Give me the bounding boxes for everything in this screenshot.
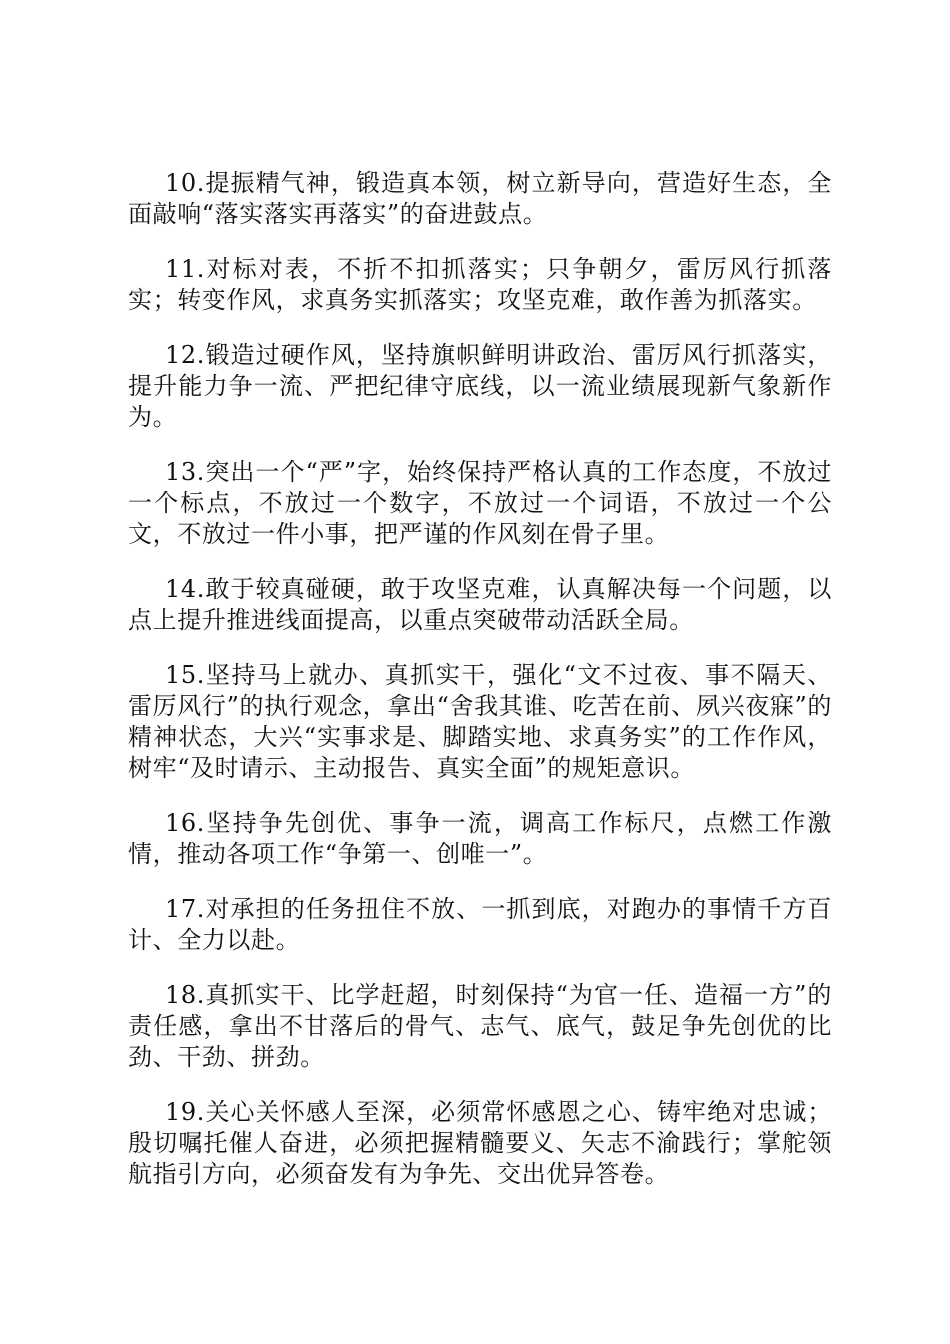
paragraph-14: 14.敢于较真碰硬，敢于攻坚克难，认真解决每一个问题，以点上提升推进线面提高，以重点突破带动活跃全局。 [128, 575, 832, 634]
paragraph-16: 16.坚持争先创优、事争一流，调高工作标尺，点燃工作激情，推动各项工作“争第一、创唯一”。 [128, 809, 832, 868]
paragraph-11: 11.对标对表，不折不扣抓落实；只争朝夕，雷厉风行抓落实；转变作风，求真务实抓落实；攻坚克难，敢作善为抓落实。 [128, 255, 832, 314]
paragraph-19: 19.关心关怀感人至深，必须常怀感恩之心、铸牢绝对忠诚；殷切嘱托催人奋进，必须把握精髓要义、矢志不渝践行；掌舵领航指引方向，必须奋发有为争先、交出优异答卷。 [128, 1098, 832, 1188]
paragraph-15: 15.坚持马上就办、真抓实干，强化“文不过夜、事不隔天、雷厉风行”的执行观念，拿出“舍我其谁、吃苦在前、夙兴夜寐”的精神状态，大兴“实事求是、脚踏实地、求真务实”的工作作风，树牢“及时请示、主动报告、真实全面”的规矩意识。 [128, 661, 832, 782]
paragraph-12: 12.锻造过硬作风，坚持旗帜鲜明讲政治、雷厉风行抓落实，提升能力争一流、严把纪律守底线，以一流业绩展现新气象新作为。 [128, 341, 832, 431]
paragraph-10: 10.提振精气神，锻造真本领，树立新导向，营造好生态，全面敲响“落实落实再落实”的奋进鼓点。 [128, 169, 832, 228]
paragraph-17: 17.对承担的任务扭住不放、一抓到底，对跑办的事情千方百计、全力以赴。 [128, 895, 832, 954]
paragraph-13: 13.突出一个“严”字，始终保持严格认真的工作态度，不放过一个标点，不放过一个数字，不放过一个词语，不放过一个公文，不放过一件小事，把严谨的作风刻在骨子里。 [128, 458, 832, 548]
document-body [128, 168, 832, 1214]
paragraph-18: 18.真抓实干、比学赶超，时刻保持“为官一任、造福一方”的责任感，拿出不甘落后的骨气、志气、底气，鼓足争先创优的比劲、干劲、拼劲。 [128, 981, 832, 1071]
